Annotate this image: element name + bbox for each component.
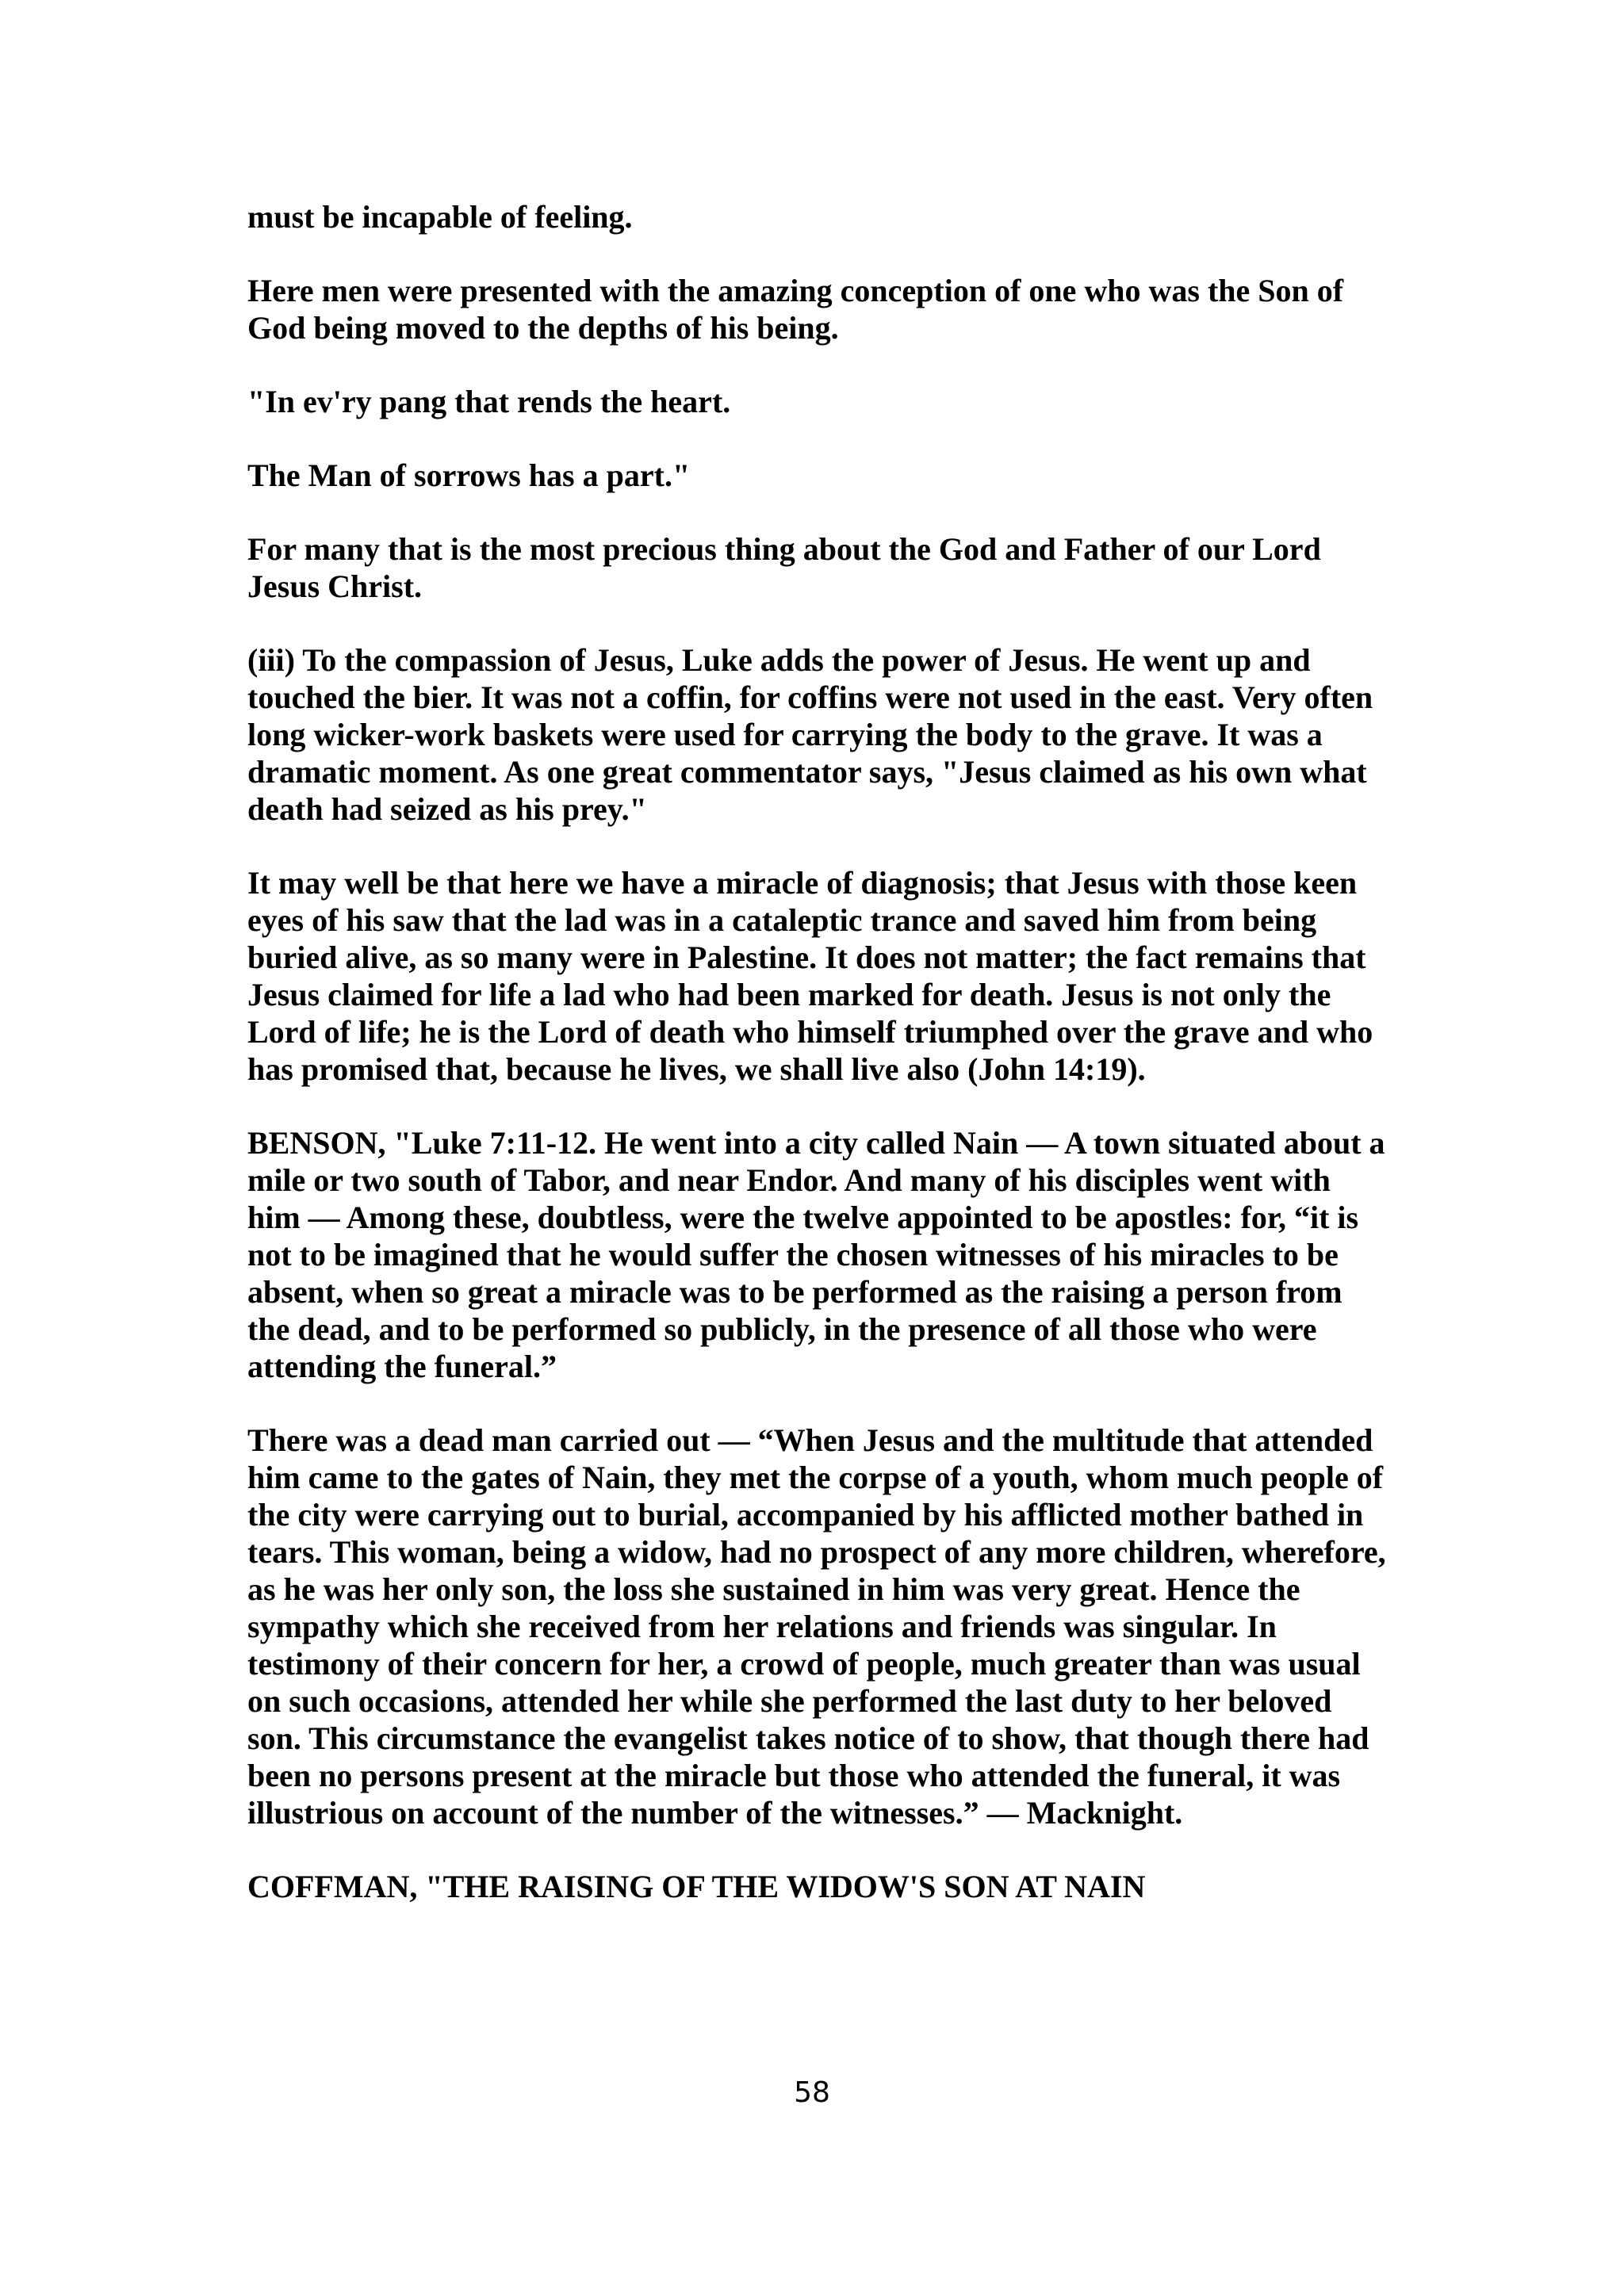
page-body bbox=[247, 198, 1389, 1942]
paragraph-precious-thing: For many that is the most precious thing about the God and Father of our Lord Jesus Christ. bbox=[247, 531, 1321, 604]
paragraph-power-of-jesus: (iii) To the compassion of Jesus, Luke adds the power of Jesus. He went up and touched the bier. It was not a coffin, for coffins were not used in the east. Very often long wicker-work baskets were used for carrying the body to the grave. It was a dramatic moment. As one great commentator says, "Jesus claimed as his own what death had seized as his prey." bbox=[247, 642, 1373, 827]
hymn-line-2: The Man of sorrows has a part." bbox=[247, 457, 691, 493]
paragraph-continuation: must be incapable of feeling. bbox=[247, 199, 633, 235]
paragraph-benson: BENSON, "Luke 7:11-12. He went into a city called Nain — A town situated about a mile or two south of Tabor, and near Endor. And many of his disciples went with him — Among these, doubtless, were the twelve appointed to be apostles: for, “it is not to be imagined that he would suffer the chosen witnesses of his miracles to be absent, when so great a miracle was to be performed as the raising a person from the dead, and to be performed so publicly, in the presence of all those who were attending the funeral.” bbox=[247, 1125, 1385, 1384]
paragraph-son-of-god: Here men were presented with the amazing conception of one who was the Son of God being moved to the depths of his being. bbox=[247, 273, 1344, 346]
heading-coffman: COFFMAN, "THE RAISING OF THE WIDOW'S SON AT NAIN bbox=[247, 1869, 1146, 1904]
paragraph-dead-man-carried-out: There was a dead man carried out — “When Jesus and the multitude that attended him came to the gates of Nain, they met the corpse of a youth, whom much people of the city were carrying out to burial, accompanied by his afflicted mother bathed in tears. This woman, being a widow, had no prospect of any more children, wherefore, as he was her only son, the loss she sustained in him was very great. Hence the sympathy which she received from her relations and friends was singular. In testimony of their concern for her, a crowd of people, much greater than was usual on such occasions, attended her while she performed the last duty to her beloved son. This circumstance the evangelist takes notice of to show, that though there had been no persons present at the miracle but those who attended the funeral, it was illustrious on account of the number of the witnesses.” — Macknight. bbox=[247, 1422, 1386, 1831]
paragraph-miracle-of-diagnosis: It may well be that here we have a miracle of diagnosis; that Jesus with those keen eyes of his saw that the lad was in a cataleptic trance and saved him from being buried alive, as so many were in Palestine. It does not matter; the fact remains that Jesus claimed for life a lad who had been marked for death. Jesus is not only the Lord of life; he is the Lord of death who himself triumphed over the grave and who has promised that, because he lives, we shall live also (John 14:19). bbox=[247, 865, 1373, 1087]
hymn-line-1: "In ev'ry pang that rends the heart. bbox=[247, 384, 731, 419]
page-number: 58 bbox=[794, 2076, 830, 2109]
